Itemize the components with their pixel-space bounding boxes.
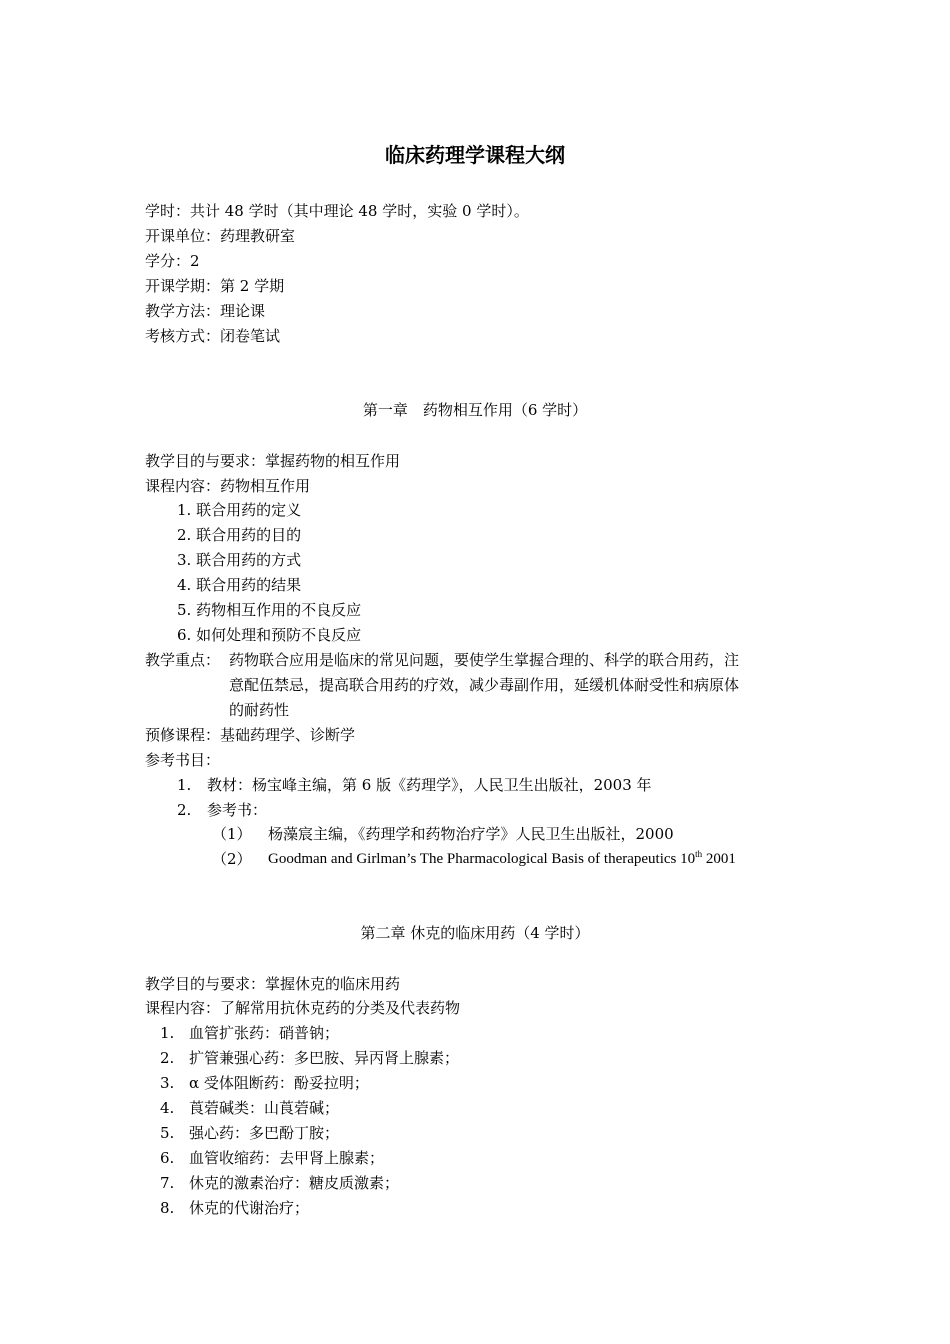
chapter2-objective: 教学目的与要求：掌握休克的临床用药: [145, 975, 401, 993]
chapter2-item-number: 6.: [160, 1149, 175, 1167]
subref1-number: （1）: [212, 825, 252, 843]
subref2-title: Goodman and Girlman’s The Pharmacological Basis of therapeutics 10: [268, 851, 696, 867]
info-method: 教学方法：理论课: [145, 302, 266, 320]
ref1-number: 1.: [177, 776, 192, 794]
subref2-superscript: th: [695, 849, 703, 859]
chapter1-item: 1. 联合用药的定义: [177, 501, 302, 519]
chapter2-content: 课程内容：了解常用抗休克药的分类及代表药物: [145, 999, 461, 1017]
chapter2-item-number: 1.: [160, 1024, 175, 1042]
chapter2-item-text: 血管扩张药：硝普钠；: [189, 1024, 340, 1042]
chapter1-key-line: 药物联合应用是临床的常见问题，要使学生掌握合理的、科学的联合用药，注: [229, 651, 740, 669]
chapter2-item-text: α 受体阻断药：酚妥拉明；: [189, 1074, 369, 1092]
chapter1-item: 6. 如何处理和预防不良反应: [177, 626, 362, 644]
ref1-text: 教材：杨宝峰主编，第 6 版《药理学》，人民卫生出版社，2003 年: [207, 776, 652, 794]
chapter2-item-text: 强心药：多巴酚丁胺；: [189, 1124, 340, 1142]
chapter1-item: 2. 联合用药的目的: [177, 526, 302, 544]
info-assessment: 考核方式：闭卷笔试: [145, 327, 281, 345]
chapter2-item-text: 血管收缩药：去甲肾上腺素；: [189, 1149, 385, 1167]
subref2-number: （2）: [212, 850, 252, 868]
chapter2-item-number: 8.: [160, 1199, 175, 1217]
chapter1-objective: 教学目的与要求：掌握药物的相互作用: [145, 452, 401, 470]
chapter1-content: 课程内容：药物相互作用: [145, 477, 311, 495]
chapter1-key-label: 教学重点：: [145, 651, 221, 669]
subref2-text: [268, 849, 736, 869]
chapter2-item-number: 7.: [160, 1174, 175, 1192]
ref2-text: 参考书：: [207, 801, 268, 819]
chapter1-heading: 第一章 药物相互作用（6 学时）: [362, 401, 588, 419]
chapter1-key-line: 的耐药性: [229, 701, 290, 719]
chapter1-refs-label: 参考书目：: [145, 751, 221, 769]
chapter2-item-number: 5.: [160, 1124, 175, 1142]
chapter2-item-number: 4.: [160, 1099, 175, 1117]
chapter2-item-number: 3.: [160, 1074, 175, 1092]
chapter2-heading: 第二章 休克的临床用药（4 学时）: [360, 924, 590, 942]
chapter1-item: 3. 联合用药的方式: [177, 551, 302, 569]
chapter1-key-line: 意配伍禁忌，提高联合用药的疗效，减少毒副作用，延缓机体耐受性和病原体: [229, 676, 740, 694]
chapter2-item-text: 休克的代谢治疗；: [189, 1199, 310, 1217]
info-credits: 学分：2: [145, 252, 200, 270]
chapter1-prereq: 预修课程：基础药理学、诊断学: [145, 726, 356, 744]
ref2-number: 2.: [177, 801, 192, 819]
info-semester: 开课学期：第 2 学期: [145, 277, 285, 295]
subref1-text: 杨藻宸主编，《药理学和药物治疗学》人民卫生出版社，2000: [268, 825, 674, 843]
chapter2-item-number: 2.: [160, 1049, 175, 1067]
chapter2-item-text: 扩管兼强心药：多巴胺、异丙肾上腺素；: [189, 1049, 460, 1067]
chapter1-item: 4. 联合用药的结果: [177, 576, 302, 594]
info-department: 开课单位：药理教研室: [145, 227, 296, 245]
chapter2-item-text: 休克的激素治疗：糖皮质激素；: [189, 1174, 400, 1192]
chapter1-item: 5. 药物相互作用的不良反应: [177, 601, 362, 619]
document-title: 临床药理学课程大纲: [385, 143, 565, 167]
chapter2-item-text: 莨菪碱类：山莨菪碱；: [189, 1099, 340, 1117]
subref2-year: 2001: [702, 851, 736, 867]
info-hours: 学时：共计 48 学时（其中理论 48 学时，实验 0 学时）。: [145, 202, 529, 220]
